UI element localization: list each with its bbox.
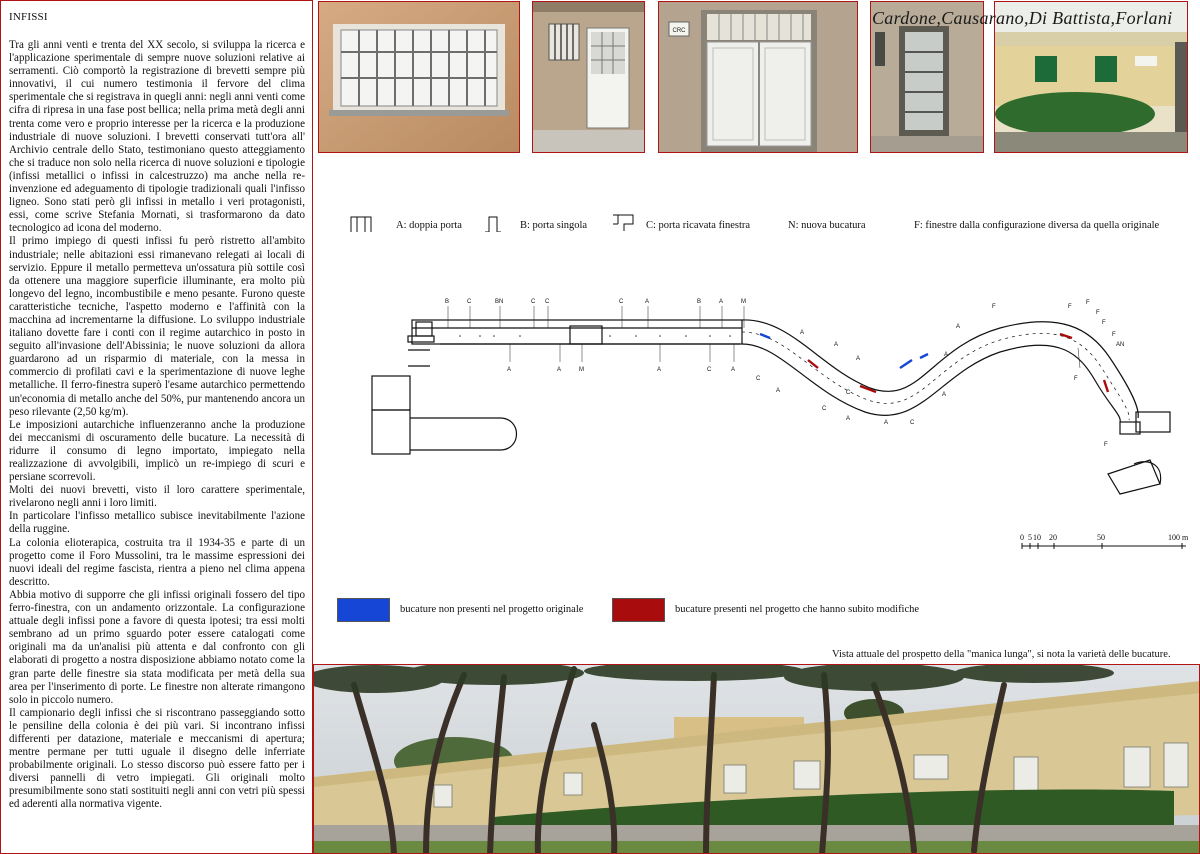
- plan-bottom-tags: [507, 367, 735, 373]
- section-title: INFISSI: [9, 11, 48, 23]
- plan-tag: A: [776, 388, 781, 394]
- plan-tag: A: [846, 416, 851, 422]
- photo-service-door: [532, 1, 645, 153]
- plan-top-tags: [445, 299, 746, 305]
- scale-tick: 0: [1020, 533, 1024, 542]
- body-text: [9, 39, 305, 812]
- plan-tag: A: [942, 392, 947, 398]
- plan-tag: A: [884, 420, 889, 426]
- red-legend-label: bucature presenti nel progetto che hanno subito modifiche: [675, 604, 920, 615]
- plan-tag: C: [707, 367, 712, 373]
- plan-tag: F: [1104, 442, 1108, 448]
- plan-tag: C: [545, 299, 550, 305]
- plan-tag: BN: [495, 299, 504, 305]
- plan-tag: AN: [1116, 342, 1125, 348]
- floor-plan: [360, 288, 1200, 528]
- plan-tag: F: [1096, 310, 1100, 316]
- plan-tag: B: [445, 299, 450, 305]
- plan-tag: F: [1102, 320, 1106, 326]
- plan-tag: A: [657, 367, 662, 373]
- plan-tag: A: [731, 367, 736, 373]
- plan-curve-tags: [756, 300, 1124, 448]
- legend-modified-windows: F: finestre dalla configurazione diversa da quella originale: [914, 220, 1160, 231]
- scale-tick: 10: [1033, 533, 1041, 542]
- paragraph: Il campionario degli infissi che si riscontrano passeggiando sotto le pensiline della colonia è dei più vari. Si incontrano infissi differenti per datazione, materiale e meccanismi di apertura; mentre permane per tutti uguale il disegno delle inferriate probabilmente originali. Lo stesso discorso può essere fatto per i diversi pannelli di vetro impiegati. Gli originali molto presumibilmente sono stati sostituiti negli anni con vetri più spessi ed aderenti alla normativa vigente.: [9, 706, 305, 811]
- blue-legend-label: bucature non presenti nel progetto originale: [400, 604, 584, 615]
- window-door-icon: [612, 214, 634, 232]
- scale-tick: 100 m: [1168, 533, 1189, 542]
- paragraph: Il primo impiego di questi infissi fu però ristretto all'ambito industriale; nelle abitazioni essi rimanevano relegati ai locali di servizio. Eppure il metallo permetteva un'ossatura più sottile così da ottenere una maggiore superficie illuminante, era molto più longevo del legno, incombustibile e meno pesante. Furono queste caratteristiche tecniche, l'aspetto moderno e l'affinità con la macchina ad incrementarne la diffusione. Lo sviluppo industriale italiano dovette fare i conti con il regime autarchico in posto in seguito all'invasione dell'Abissinia; le nuove soluzioni da allora guardarono ad un risparmio di materiale, con la messa in commercio di profilati cavi e la sperimentazione di nuove leghe metalliche. Il ferro-finestra superò l'esame autarchico permettendo un'economia di metallo anche del 50%, pur mantenendo ancora un peso rilevante (2,50 kg/m).: [9, 235, 305, 418]
- paragraph: Le imposizioni autarchiche influenzeranno anche la produzione dei meccanismi di oscuramento delle bucature. La necessità di ridurre il consumo di legno importato, impiegato nella realizzazione di avvolgibili, implicò un re-impiego di scuri e persiane scorrevoli.: [9, 418, 305, 484]
- legend-single-door: B: porta singola: [520, 220, 588, 231]
- plan-tag: A: [944, 352, 949, 358]
- scale-tick: 5: [1028, 533, 1032, 542]
- plan-tag: M: [579, 367, 584, 373]
- plan-tag: A: [856, 356, 861, 362]
- plan-tag: C: [822, 406, 827, 412]
- plan-tag: F: [1086, 300, 1090, 306]
- plan-tag: F: [1112, 332, 1116, 338]
- legend-double-door: A: doppia porta: [396, 220, 462, 231]
- paragraph: Tra gli anni venti e trenta del XX secolo, si sviluppa la ricerca e l'applicazione sperimentale di sempre nuove soluzioni relative ai serramenti. Ciò comportò la registrazione di brevetti sempre più innovativi, il cui numero testimonia il fervore del clima sperimentale che si registrava in quegli anni: negli anni venti come cifra di ripresa in una fase post bellica; nella prima metà degli anni trenta come vero e proprio interesse per la ricerca e la produzione industriale di nuove soluzioni. I brevetti conservati tutt'ora all' Archivio centrale dello Stato, testimoniano questo atteggiamento che si traduce non solo nella ricerca di nuove soluzioni e tipologie (infissi metallici o infissi in calcestruzzo) ma anche nella re-invenzione ed adeguamento di tipologie tradizionali quali l'infisso ligneo. Sono stati però gli infissi in metallo i veri protagonisti, essi, come scrive Stefania Mornati, si trasformarono da dato tecnologico ad icona del moderno.: [9, 39, 305, 235]
- plan-tag: C: [467, 299, 472, 305]
- legend-window-door: C: porta ricavata finestra: [646, 220, 751, 231]
- paragraph: Molti dei nuovi brevetti, visto il loro carattere sperimentale, rivelarono negli anni i loro limiti.: [9, 484, 305, 510]
- blue-legend-swatch: [337, 598, 390, 622]
- photo-long-wing-panorama: [313, 664, 1200, 854]
- text-panel: [0, 0, 313, 854]
- plan-tag: C: [846, 390, 851, 396]
- plan-tag: C: [756, 376, 761, 382]
- photo-window-grille: [318, 1, 520, 153]
- legend-new-opening: N: nuova bucatura: [788, 220, 866, 231]
- authors-title: Cardone,Causarano,Di Battista,Forlani: [872, 8, 1173, 28]
- plan-tag: F: [1068, 304, 1072, 310]
- plan-tag: M: [741, 299, 746, 305]
- plan-tag: A: [800, 330, 805, 336]
- paragraph: Abbia motivo di supporre che gli infissi originali fossero del tipo ferro-finestra, con un andamento orizzontale. La configurazione attuale degli infissi pone a favore di questa ipotesi; tra essi molti sembrano ad un primo sguardo poter essere catalogati come originali ma da un'analisi più attenta e dal confronto con gli elaborati di progetto a nostra disposizione abbiamo notato come la gran parte delle finestre sia stata modificata per metà della sua area per l'inserimento di porte. Le finestre non alterate rimangono solo in piccolo numero.: [9, 588, 305, 706]
- plan-tag: A: [719, 299, 724, 305]
- scale-tick: 20: [1049, 533, 1057, 542]
- plan-tag: B: [697, 299, 702, 305]
- red-legend-swatch: [612, 598, 665, 622]
- plan-tag: C: [619, 299, 624, 305]
- plan-tag: F: [992, 304, 996, 310]
- sign-text: CRC: [672, 28, 686, 34]
- scale-bar: [1018, 530, 1198, 560]
- photo-caption: Vista attuale del prospetto della "manica lunga", si nota la varietà delle bucature.: [832, 649, 1171, 660]
- plan-tag: A: [956, 324, 961, 330]
- photo-double-door: [658, 1, 858, 153]
- paragraph: La colonia elioterapica, costruita tra il 1934-35 e parte di un progetto come il Foro Mussolini, tra le massime espressioni dei nuovi ideali del regime fascista, rientra a pieno nel clima appena descritto.: [9, 536, 305, 588]
- plan-tag: F: [1074, 376, 1078, 382]
- plan-tag: C: [910, 420, 915, 426]
- plan-tag: A: [557, 367, 562, 373]
- single-door-icon: [484, 216, 502, 232]
- plan-tag: C: [531, 299, 536, 305]
- paragraph: In particolare l'infisso metallico subisce inevitabilmente l'azione della ruggine.: [9, 510, 305, 536]
- plan-tag: A: [645, 299, 650, 305]
- scale-tick: 50: [1097, 533, 1105, 542]
- double-door-icon: [350, 216, 372, 232]
- plan-tag: A: [507, 367, 512, 373]
- plan-tag: A: [834, 342, 839, 348]
